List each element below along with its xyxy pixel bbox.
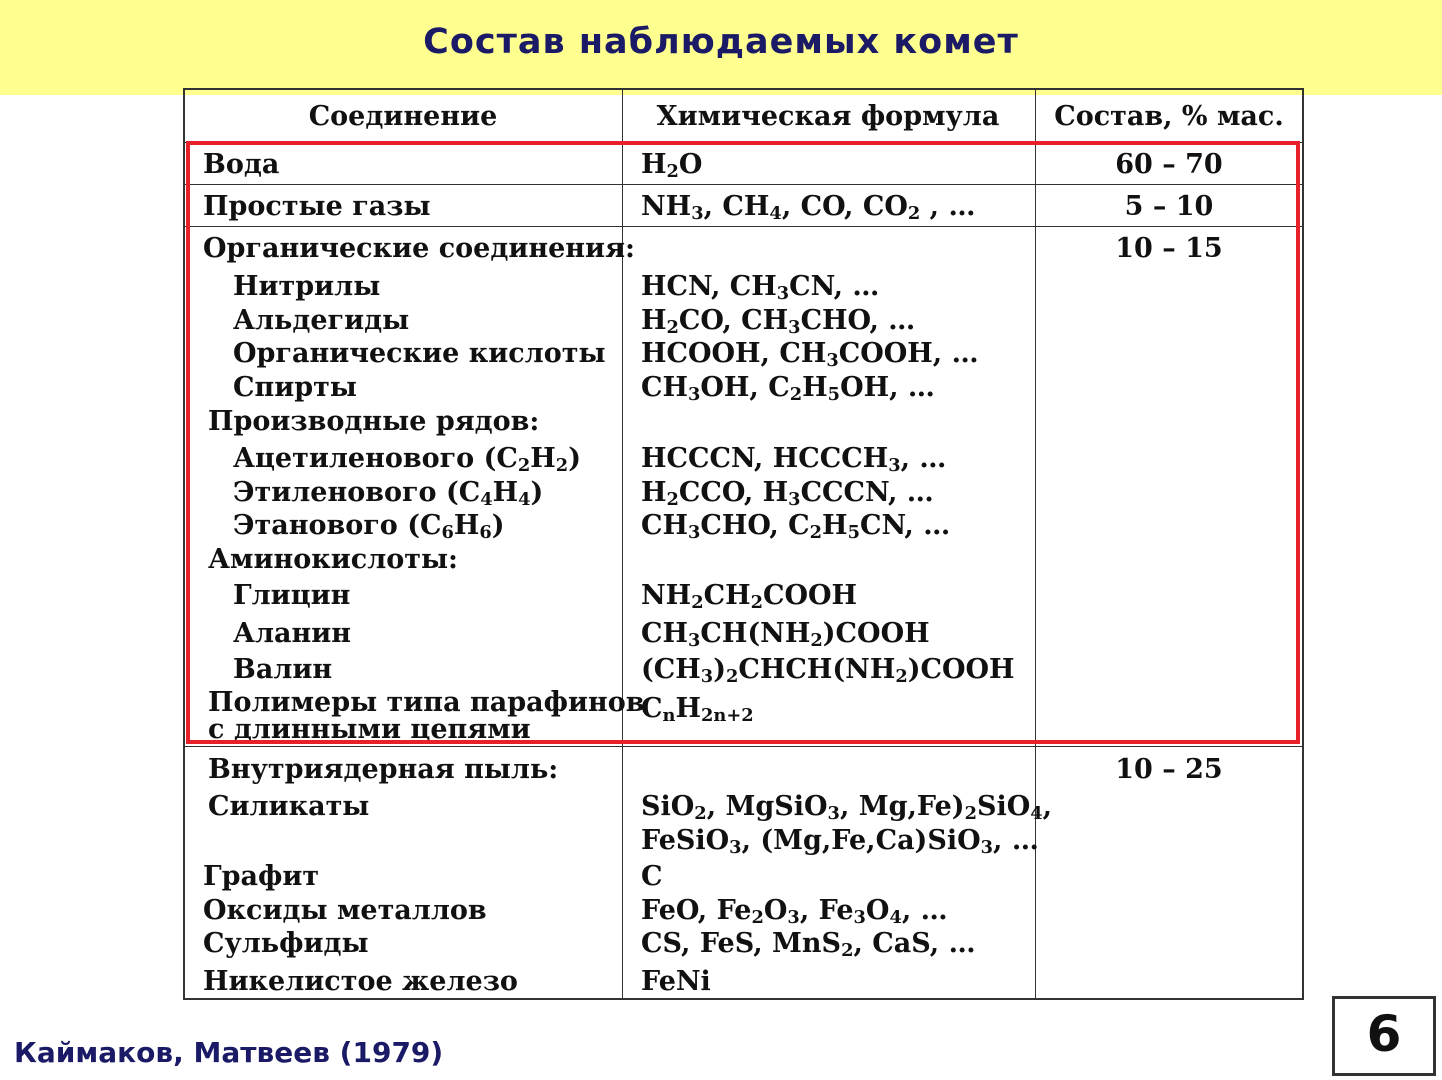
header-formula: Химическая формула [656,101,1000,132]
compound-nitriles: Нитрилы [233,271,381,302]
compound-sulfides: Сульфиды [203,928,369,959]
compound-ethane: Этанового $(C_6H_6)$ [233,510,505,543]
formula-acetylene: HCCCN, $HCCCH_3$, … [641,443,947,476]
formula-nitriles: HCN, $CH_3CN$, … [641,271,880,304]
compound-amino-acids: Аминокислоты: [208,544,459,575]
formula-water: $H_2O$ [641,149,703,182]
formula-nickel-iron: FeNi [641,966,711,997]
page-number: 6 [1366,1005,1402,1063]
compound-metal-oxides: Оксиды металлов [203,895,487,926]
compound-gases: Простые газы [203,191,431,222]
row-divider [185,746,1302,747]
formula-glycine: $NH_2CH_2COOH$ [641,580,858,613]
compound-nickel-iron: Никелистое железо [203,966,518,997]
formula-organic-acids: HCOOH, $CH_3COOH$, … [641,338,979,371]
formula-valine: $(CH_3)_2CHCH(NH_2)COOH$ [641,654,1015,687]
compound-glycine: Глицин [233,580,351,611]
page-number-box [1332,996,1436,1076]
compound-paraffin-polymers: Полимеры типа парафинов [208,687,645,718]
formula-silicates: SiO$_2$, MgSiO$_3$, $Mg,Fe)_2SiO_4$, [641,791,1053,824]
compound-valine: Валин [233,654,333,685]
formula-aldehydes: $H_2CO$, $CH_3CHO$, … [641,305,916,338]
compound-graphite: Графит [203,861,320,892]
compound-dust: Внутриядерная пыль: [208,754,559,785]
value-organic: 10 – 15 [1115,233,1223,264]
value-water: 60 – 70 [1115,149,1223,180]
formula-ethylene: $H_2CCO$, $H_3CCCN$, … [641,477,934,510]
formula-alanine: $CH_3CH(NH_2)COOH$ [641,618,930,651]
source-citation: Каймаков, Матвеев (1979) [14,1036,444,1069]
value-dust: 10 – 25 [1115,754,1223,785]
compound-long-chains: с длинными цепями [208,714,531,745]
formula-gases: $NH_3$, $CH_4$, CO, $CO_2$ , … [641,191,976,224]
value-gases: 5 – 10 [1124,191,1214,222]
formula-alcohols: $CH_3OH$, $C_2H_5OH$, … [641,372,935,405]
highlight-frame [186,141,1300,744]
formula-metal-oxides: FeO, $Fe_2O_3$, $Fe_3O_4$, … [641,895,948,928]
compound-derivatives: Производные рядов: [208,406,540,437]
header-compound: Соединение [308,101,498,132]
slide-title: Состав наблюдаемых комет [423,22,1019,62]
compound-aldehydes: Альдегиды [233,305,410,336]
formula-silicates-cont: FeSiO$_3$, (Mg,Fe,Ca)SiO$_3$, … [641,825,1039,858]
formula-ethane: $CH_3CHO$, $C_2H_5CN$, … [641,510,951,543]
formula-graphite: C [641,861,663,892]
compound-water: Вода [203,149,280,180]
formula-paraffin-polymers: $C_nH_{2n+2}$ [641,693,754,726]
compound-alanine: Аланин [233,618,352,649]
compound-organic: Органические соединения: [203,233,635,264]
formula-sulfides: CS, FeS, MnS$_2$, CaS, … [641,928,976,961]
compound-silicates: Силикаты [208,791,370,822]
compound-alcohols: Спирты [233,372,357,403]
header-composition: Состав, % мас. [1054,101,1284,132]
compound-organic-acids: Органические кислоты [233,338,606,369]
compound-ethylene: Этиленового $(C_4H_4)$ [233,477,544,510]
compound-acetylene: Ацетиленового $(C_2H_2)$ [233,443,581,476]
